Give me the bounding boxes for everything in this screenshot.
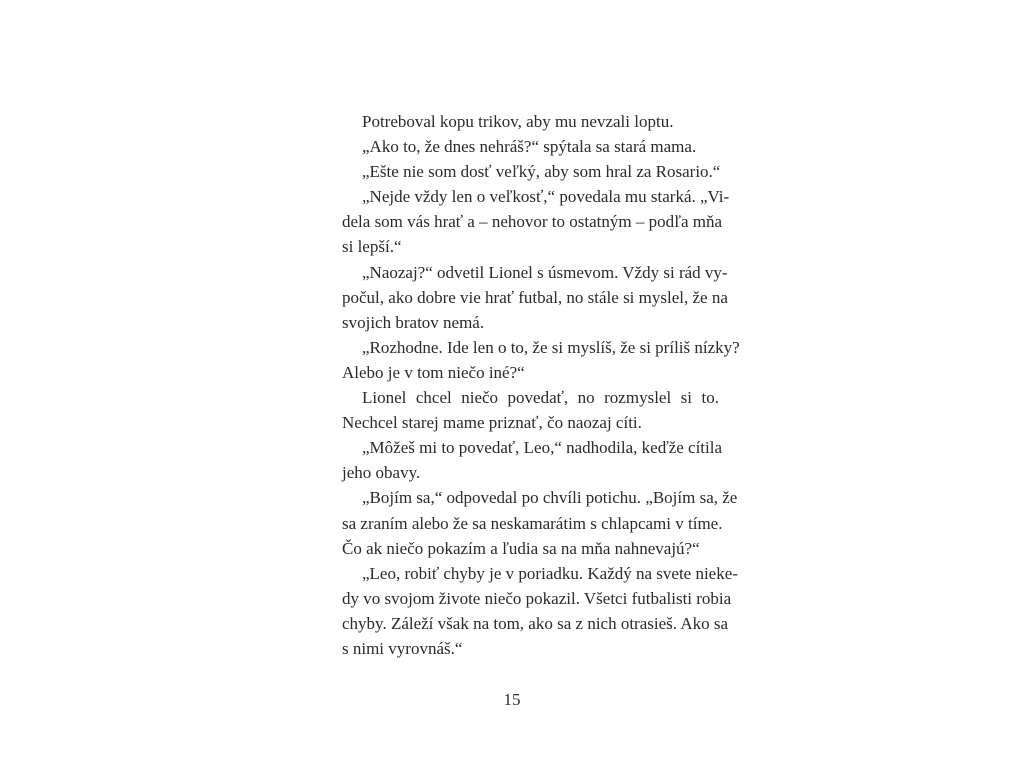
text-line: „Ako to, že dnes nehráš?“ spýtala sa stará mama. xyxy=(362,137,697,157)
body-text xyxy=(342,109,740,661)
text-line: „Naozaj?“ odvetil Lionel s úsmevom. Vždy si rád vy- xyxy=(362,262,728,282)
text-line: „Ešte nie som dosť veľký, aby som hral za Rosario.“ xyxy=(362,162,721,182)
text-line: „Rozhodne. Ide len o to, že si myslíš, že si príliš nízky? xyxy=(362,337,740,357)
text-line: dela som vás hrať a – nehovor to ostatným – podľa mňa xyxy=(342,212,723,232)
text-line: „Nejde vždy len o veľkosť,“ povedala mu starká. „Vi- xyxy=(362,187,730,207)
text-line: Alebo je v tom niečo iné?“ xyxy=(342,362,525,382)
text-line: chyby. Záleží však na tom, ako sa z nich otrasieš. Ako sa xyxy=(342,613,729,633)
text-line: s nimi vyrovnáš.“ xyxy=(342,638,463,658)
text-line: Lionel chcel niečo povedať, no rozmyslel si to. xyxy=(362,388,719,408)
text-line: Potreboval kopu trikov, aby mu nevzali loptu. xyxy=(362,112,674,131)
text-line: počul, ako dobre vie hrať futbal, no stále si myslel, že na xyxy=(342,287,728,307)
text-line: Čo ak niečo pokazím a ľudia sa na mňa nahnevajú?“ xyxy=(342,538,700,558)
text-line: „Leo, robiť chyby je v poriadku. Každý na svete nieke- xyxy=(362,563,738,583)
text-line: „Bojím sa,“ odpovedal po chvíli potichu. „Bojím sa, že xyxy=(362,488,738,508)
text-line: svojich bratov nemá. xyxy=(342,312,485,332)
page-number: 15 xyxy=(503,690,521,709)
text-line: „Môžeš mi to povedať, Leo,“ nadhodila, keďže cítila xyxy=(362,438,723,458)
text-line: dy vo svojom živote niečo pokazil. Všetci futbalisti robia xyxy=(342,588,732,608)
text-line: sa zraním alebo že sa neskamarátim s chlapcami v tíme. xyxy=(342,513,723,533)
text-line: si lepší.“ xyxy=(342,237,402,257)
text-line: Nechcel starej mame priznať, čo naozaj cíti. xyxy=(342,413,642,433)
text-line: jeho obavy. xyxy=(342,463,421,483)
